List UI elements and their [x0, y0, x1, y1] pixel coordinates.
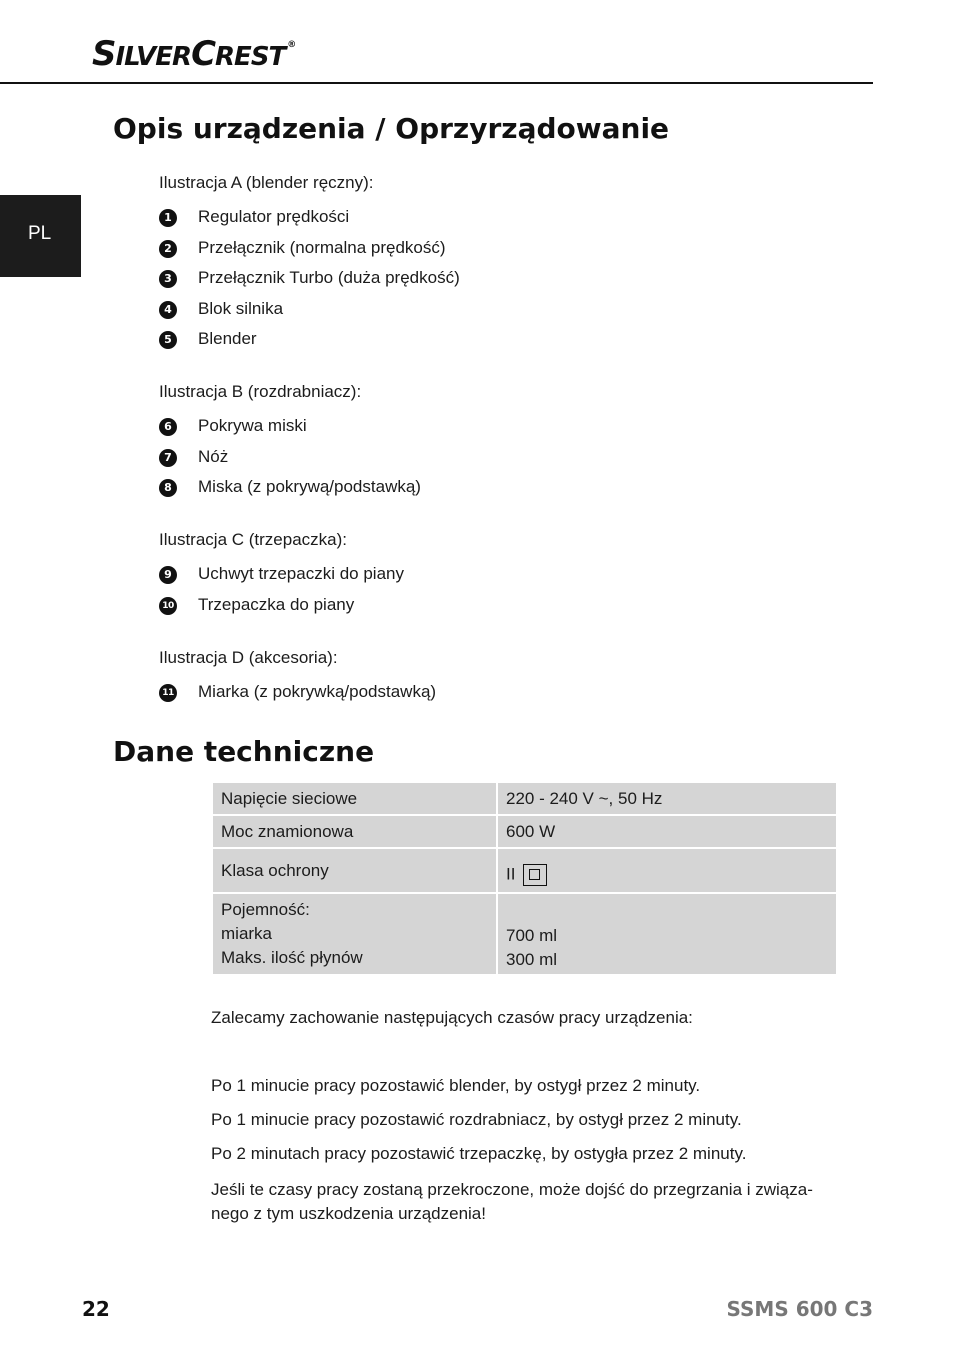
note-paragraph: Po 2 minutach pracy pozostawić trzepaczkę, by ostygła przez 2 minuty.: [211, 1144, 747, 1163]
table-row: [212, 893, 837, 975]
table-row: [212, 815, 837, 848]
group-heading-c: Ilustracja C (trzepaczka):: [159, 530, 347, 549]
language-tab-label: PL: [28, 223, 52, 244]
model-number: SSMS 600 C3: [726, 1297, 873, 1321]
note-paragraph: nego z tym uszkodzenia urządzenia!: [211, 1204, 486, 1223]
item-label: Pokrywa miski: [198, 416, 307, 435]
number-badge-icon: 6: [159, 418, 177, 436]
notes-intro: Zalecamy zachowanie następujących czasów pracy urządzenia:: [211, 1008, 693, 1027]
table-cell: [497, 848, 837, 893]
table-cell: 220 - 240 V ~, 50 Hz: [497, 782, 837, 815]
item-label: Trzepaczka do piany: [198, 595, 355, 614]
number-badge-icon: 3: [159, 270, 177, 288]
number-badge-icon: 2: [159, 240, 177, 258]
note-paragraph: Po 1 minucie pracy pozostawić rozdrabniacz, by ostygł przez 2 minuty.: [211, 1110, 742, 1129]
item-label: Blok silnika: [198, 299, 284, 318]
section-title-tech: Dane techniczne: [113, 735, 375, 768]
page-number: 22: [82, 1297, 110, 1321]
note-paragraph: Po 1 minucie pracy pozostawić blender, by ostygł przez 2 minuty.: [211, 1076, 701, 1095]
group-heading-a: Ilustracja A (blender ręczny):: [159, 173, 374, 192]
item-label: Regulator prędkości: [198, 207, 350, 226]
tech-specs-table: [211, 781, 838, 976]
protection-class-value: II: [506, 863, 516, 883]
table-cell: [497, 893, 837, 975]
table-cell: Napięcie sieciowe: [212, 782, 497, 815]
number-badge-icon: 4: [159, 301, 177, 319]
number-badge-icon: 11: [159, 684, 177, 702]
item-label: Blender: [198, 329, 257, 348]
jug-label: miarka: [221, 924, 273, 943]
max-liquid-value: 300 ml: [506, 950, 558, 969]
jug-value: 700 ml: [506, 926, 558, 945]
group-heading-b: Ilustracja B (rozdrabniacz):: [159, 382, 362, 401]
language-tab: [0, 195, 81, 277]
brand-logo: SILVERCREST ®: [92, 34, 296, 74]
table-cell: Moc znamionowa: [212, 815, 497, 848]
number-badge-icon: 5: [159, 331, 177, 349]
number-badge-icon: 8: [159, 479, 177, 497]
number-badge-icon: 7: [159, 449, 177, 467]
table-cell: Klasa ochrony: [212, 848, 497, 893]
table-cell: [212, 893, 497, 975]
max-liquid-label: Maks. ilość płynów: [221, 948, 363, 967]
number-badge-icon: 10: [159, 597, 177, 615]
protection-class-ii-icon: [523, 864, 547, 886]
item-label: Miarka (z pokrywką/podstawką): [198, 682, 437, 701]
item-label: Miska (z pokrywą/podstawką): [198, 477, 421, 496]
table-row: [212, 782, 837, 815]
item-label: Uchwyt trzepaczki do piany: [198, 564, 404, 583]
item-label: Nóż: [198, 447, 229, 466]
header-rule: [0, 82, 873, 84]
number-badge-icon: 1: [159, 209, 177, 227]
note-paragraph: Jeśli te czasy pracy zostaną przekroczone, może dojść do przegrzania i związa-: [211, 1180, 813, 1199]
capacity-label: Pojemność:: [221, 900, 310, 919]
group-heading-d: Ilustracja D (akcesoria):: [159, 648, 338, 667]
item-label: Przełącznik (normalna prędkość): [198, 238, 446, 257]
table-row: [212, 848, 837, 893]
item-label: Przełącznik Turbo (duża prędkość): [198, 268, 460, 287]
table-cell: 600 W: [497, 815, 837, 848]
section-title-description: Opis urządzenia / Oprzyrządowanie: [113, 112, 670, 145]
number-badge-icon: 9: [159, 566, 177, 584]
